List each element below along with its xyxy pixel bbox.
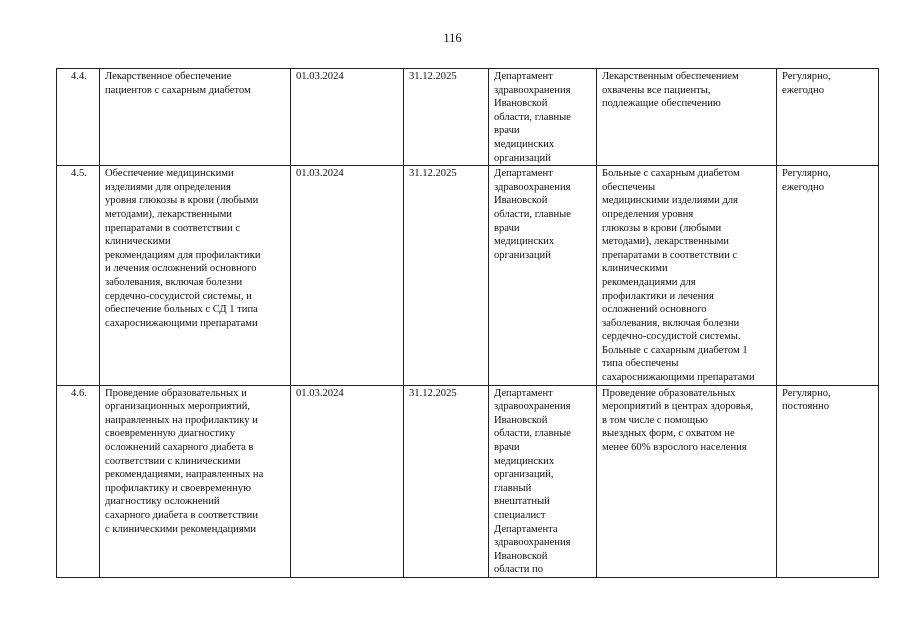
end-date-cell: 31.12.2025 (404, 166, 489, 386)
responsible-cell: Департамент здравоохранения Ивановской области, главные врачи медицинских организаций (489, 166, 597, 386)
periodicity-cell: Регулярно, ежегодно (777, 69, 879, 166)
periodicity-cell: Регулярно, постоянно (777, 385, 879, 577)
result-cell: Лекарственным обеспечением охвачены все пациенты, подлежащие обеспечению (597, 69, 777, 166)
start-date-cell: 01.03.2024 (291, 69, 404, 166)
table-row (57, 385, 879, 577)
periodicity-cell: Регулярно, ежегодно (777, 166, 879, 386)
responsible-cell: Департамент здравоохранения Ивановской области, главные врачи медицинских организаций, главный внештатный специалист Департамента здравоохранения Ивановской области по (489, 385, 597, 577)
activities-table (56, 68, 879, 578)
end-date-cell: 31.12.2025 (404, 385, 489, 577)
activity-cell: Обеспечение медицинскими изделиями для определения уровня глюкозы в крови (любыми методами), лекарственными препаратами в соответствии с клиническими рекомендациям для профилактики и лечения осложнений основного заболевания, включая болезни сердечно-сосудистой системы, и обеспечение больных с СД 1 типа сахароснижающими препаратами (100, 166, 291, 386)
result-cell: Проведение образовательных мероприятий в центрах здоровья, в том числе с помощью выездных форм, с охватом не менее 60% взрослого населения (597, 385, 777, 577)
row-number: 4.6. (57, 385, 100, 577)
end-date-cell: 31.12.2025 (404, 69, 489, 166)
activity-cell: Лекарственное обеспечение пациентов с сахарным диабетом (100, 69, 291, 166)
page-number: 116 (443, 31, 462, 45)
start-date-cell: 01.03.2024 (291, 166, 404, 386)
table-row (57, 69, 879, 166)
responsible-cell: Департамент здравоохранения Ивановской области, главные врачи медицинских организаций (489, 69, 597, 166)
row-number: 4.5. (57, 166, 100, 386)
row-number: 4.4. (57, 69, 100, 166)
result-cell: Больные с сахарным диабетом обеспечены медицинскими изделиями для определения уровня глюкозы в крови (любыми методами), лекарственными препаратами в соответствии с клиническими рекомендациями для профилактики и лечения осложнений основного заболевания, включая болезни сердечно-сосудистой системы. Больные с сахарным диабетом 1 типа обеспечены сахароснижающими препаратами (597, 166, 777, 386)
start-date-cell: 01.03.2024 (291, 385, 404, 577)
activity-cell: Проведение образовательных и организационных мероприятий, направленных на профилактику и своевременную диагностику осложнений сахарного диабета в соответствии с клиническими рекомендациями, направленных на профилактику и своевременную диагностику осложнений сахарного диабета в соответствии с клиническими рекомендациями (100, 385, 291, 577)
table-row (57, 166, 879, 386)
